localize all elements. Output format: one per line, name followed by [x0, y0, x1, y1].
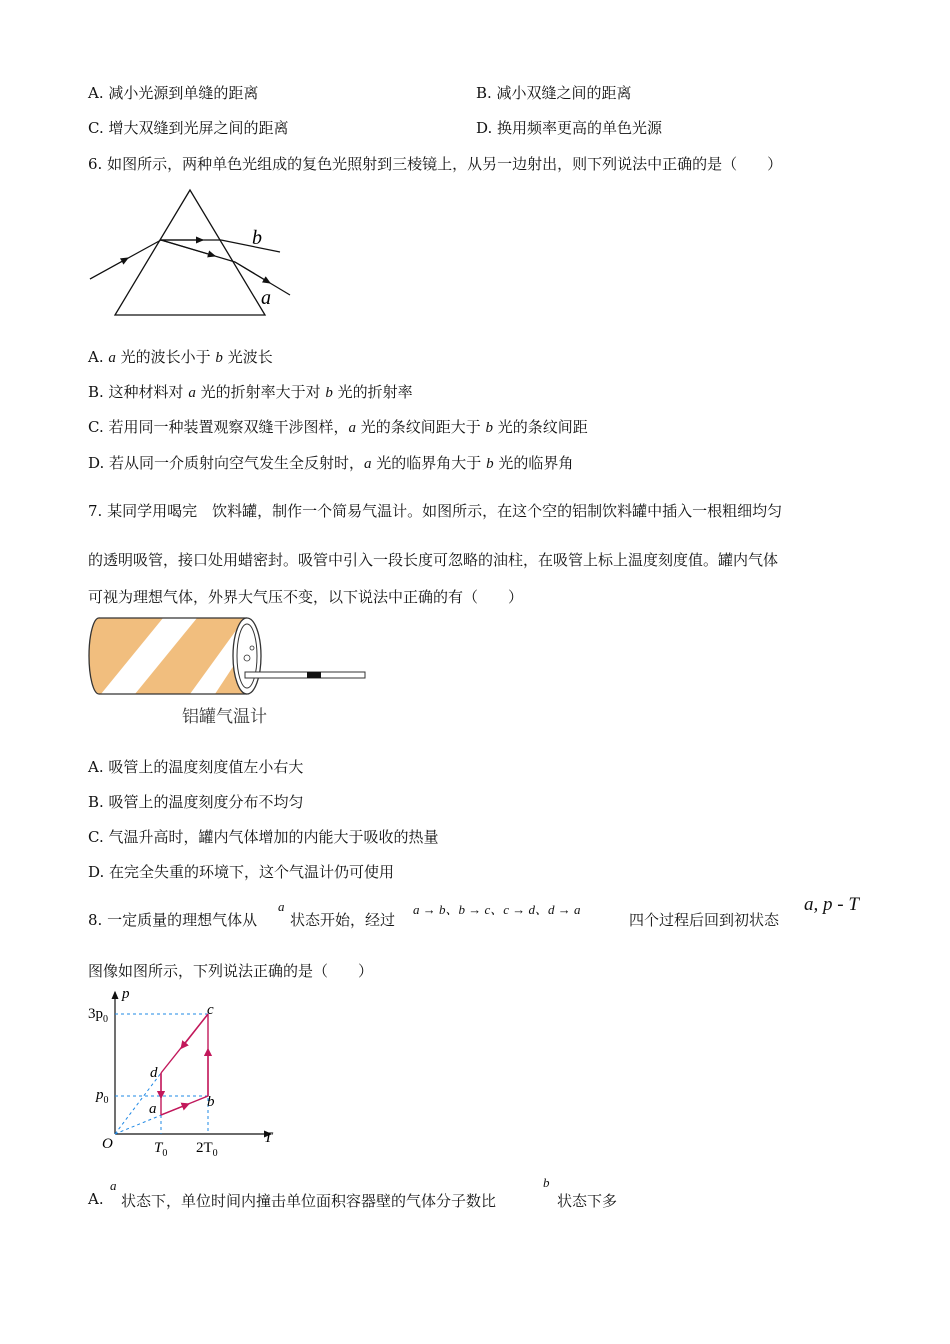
q8-stem-line2: 图像如图所示，下列说法正确的是（ ） — [88, 962, 374, 980]
label-b: b — [252, 227, 262, 249]
q6-option-b: B. 这种材料对 a 光的折射率大于对 b 光的折射率 — [88, 383, 413, 401]
q5-option-a: A. 减小光源到单缝的距离 — [88, 84, 259, 102]
point-label-a: a — [149, 1101, 157, 1117]
q8-option-a-var-a: a — [110, 1178, 117, 1193]
q8-stem-part3: 四个过程后回到初状态 — [629, 911, 780, 929]
q8-stem-process: a → b、b → c、c → d、d → a — [413, 902, 581, 917]
q6-option-c: C. 若用同一种装置观察双缝干涉图样，a 光的条纹间距大于 b 光的条纹间距 — [88, 418, 588, 436]
q5-option-b: B. 减小双缝之间的距离 — [476, 84, 632, 102]
q7-stem-line3: 可视为理想气体，外界大气压不变，以下说法中正确的有（ ） — [88, 588, 524, 606]
q8-option-a-var-b: b — [543, 1175, 550, 1190]
q6-option-d: D. 若从同一介质射向空气发生全反射时，a 光的临界角大于 b 光的临界角 — [88, 454, 574, 472]
q5-option-d: D. 换用频率更高的单色光源 — [476, 119, 663, 137]
q8-stem-var-a: a — [278, 899, 285, 914]
exit-ray-b — [221, 240, 280, 252]
svg-text:p0: $p_0$ — [96, 1087, 109, 1106]
q8-stem-var-apt: a, p - T — [804, 894, 859, 915]
q7-option-c: C. 气温升高时，罐内气体增加的内能大于吸收的热量 — [88, 828, 439, 846]
q7-option-d: D. 在完全失重的环境下，这个气温计仍可使用 — [88, 863, 395, 881]
q8-stem-part2: 状态开始，经过 — [290, 911, 396, 929]
can-figure-caption: 铝罐气温计 — [182, 707, 267, 727]
q7-stem-line1: 7. 某同学用喝完 饮料罐，制作一个简易气温计。如图所示，在这个空的铝制饮料罐中插入一根粗细均匀 — [88, 502, 783, 520]
q8-option-a-text: 状态下，单位时间内撞击单位面积容器壁的气体分子数比 — [121, 1192, 497, 1210]
axis-label-p: p — [122, 986, 130, 1002]
svg-text:3p0: $3p_0$ — [88, 1006, 108, 1025]
q8-option-a-suffix: 状态下多 — [557, 1192, 618, 1210]
oil-column — [307, 672, 321, 678]
point-label-b: b — [207, 1094, 215, 1110]
svg-text:T0: $T_0$ — [154, 1140, 168, 1159]
q6-option-a: A. a 光的波长小于 b 光波长 — [88, 348, 273, 366]
q5-option-c: C. 增大双缝到光屏之间的距离 — [88, 119, 289, 137]
point-label-d: d — [150, 1065, 158, 1081]
axis-label-t: T — [264, 1130, 273, 1146]
q7-option-b: B. 吸管上的温度刻度分布不均匀 — [88, 793, 304, 811]
pt-graph — [88, 982, 288, 1162]
q7-stem-line2: 的透明吸管，接口处用蜡密封。吸管中引入一段长度可忽略的油柱，在吸管上标上温度刻度值。罐内气体 — [88, 551, 779, 569]
q8-stem-part1: 8. 一定质量的理想气体从 — [88, 911, 258, 929]
q6-stem: 6. 如图所示，两种单色光组成的复色光照射到三棱镜上，从另一边射出，则下列说法中正确的是（ ） — [88, 155, 783, 173]
origin-label: O — [102, 1136, 113, 1152]
q7-option-a: A. 吸管上的温度刻度值左小右大 — [88, 758, 304, 776]
can-thermometer-figure — [85, 612, 370, 702]
straw-tube — [245, 672, 365, 678]
point-label-c: c — [207, 1002, 214, 1018]
label-a: a — [261, 287, 271, 309]
q8-option-a-prefix: A. — [88, 1190, 104, 1208]
svg-text:2T0: $2T_0$ — [196, 1140, 218, 1159]
prism-figure — [85, 185, 300, 320]
